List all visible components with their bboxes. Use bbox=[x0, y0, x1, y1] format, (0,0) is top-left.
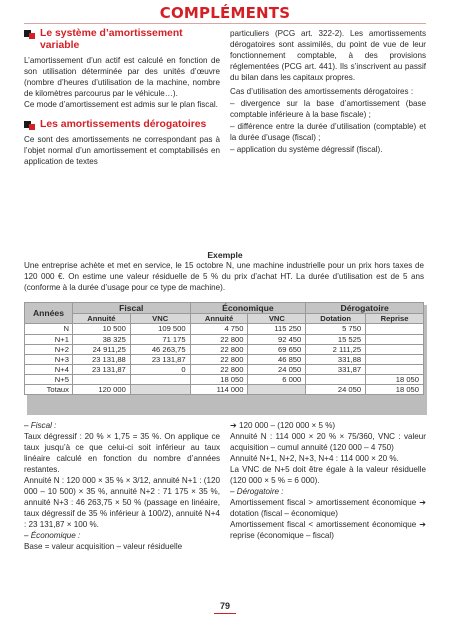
bottom-right-column bbox=[230, 420, 426, 541]
table-cell: 23 131,87 bbox=[130, 354, 190, 364]
paragraph: ➔ 120 000 – (120 000 × 5 %) bbox=[230, 421, 336, 430]
table-cell: 0 bbox=[130, 364, 190, 374]
subheading-derogatoire: – Dérogatoire : bbox=[230, 487, 284, 496]
paragraph: particuliers (PCG art. 322-2). Les amortissements dérogatoires sont assimilés, du point de vue de leur fonctionnement comptable, à des provisions réglementées (PCG art. 441). Ils s’inscrivent au passif du bilan dans les capitaux propres. bbox=[230, 29, 426, 82]
table-row bbox=[25, 334, 424, 344]
table-cell: 46 850 bbox=[248, 354, 306, 364]
paragraph: Taux dégressif : 20 % × 1,75 = 35 %. On applique ce taux jusqu’à ce que celui-ci soit inférieur au taux linéaire calculé en fonction du nombre d’années restantes. bbox=[24, 432, 220, 474]
right-column bbox=[230, 28, 426, 155]
paragraph: Ce sont des amortissements ne correspondant pas à l’objet normal d’un amortissement et comptabilisés en application de textes bbox=[24, 134, 220, 166]
table-cell: 22 800 bbox=[190, 354, 248, 364]
table-cell bbox=[366, 334, 424, 344]
paragraph: Annuité N+1, N+2, N+3, N+4 : 114 000 × 20 %. bbox=[230, 454, 399, 463]
table-cell: 46 263,75 bbox=[130, 344, 190, 354]
table-cell: 24 050 bbox=[306, 385, 366, 395]
table-cell: 22 800 bbox=[190, 334, 248, 344]
table-cell bbox=[130, 374, 190, 384]
column-header: Dotation bbox=[306, 314, 366, 324]
group-header-fiscal: Fiscal bbox=[72, 303, 190, 314]
table-cell: 23 131,88 bbox=[72, 354, 130, 364]
table-cell: 71 175 bbox=[130, 334, 190, 344]
table-row bbox=[25, 344, 424, 354]
table-cell: N+4 bbox=[25, 364, 73, 374]
table-row bbox=[25, 324, 424, 334]
table-cell: 114 000 bbox=[190, 385, 248, 395]
paragraph: Amortissement fiscal > amortissement économique ➔ dotation (fiscal – économique) bbox=[230, 498, 426, 518]
table-totals-row bbox=[25, 385, 424, 395]
table-cell: 18 050 bbox=[366, 374, 424, 384]
paragraph: Ce mode d’amortissement est admis sur le plan fiscal. bbox=[24, 99, 218, 109]
table-cell bbox=[248, 385, 306, 395]
table-cell: N bbox=[25, 324, 73, 334]
table-cell: 23 131,87 bbox=[72, 364, 130, 374]
group-header-economique: Économique bbox=[190, 303, 306, 314]
table-cell: N+5 bbox=[25, 374, 73, 384]
column-header: VNC bbox=[248, 314, 306, 324]
table-cell: 109 500 bbox=[130, 324, 190, 334]
column-header: Annuité bbox=[190, 314, 248, 324]
table-cell: 2 111,25 bbox=[306, 344, 366, 354]
paragraph: Amortissement fiscal < amortissement économique ➔ reprise (économique – fiscal) bbox=[230, 520, 426, 540]
page-number-underline bbox=[214, 613, 236, 614]
table bbox=[24, 302, 424, 395]
table-cell: 10 500 bbox=[72, 324, 130, 334]
column-header-annees: Années bbox=[25, 303, 73, 324]
section-bullet-icon bbox=[24, 29, 36, 39]
table-cell: 22 800 bbox=[190, 344, 248, 354]
table-cell: 15 525 bbox=[306, 334, 366, 344]
section-heading-derogatoires bbox=[24, 119, 220, 131]
example-text bbox=[24, 260, 424, 293]
table-cell: 38 325 bbox=[72, 334, 130, 344]
left-column bbox=[24, 28, 220, 167]
paragraph: Annuité N : 114 000 × 20 % × 75/360, VNC : valeur acquisition – cumul annuité (120 000 – 4 750) bbox=[230, 432, 426, 452]
table-cell: 24 911,25 bbox=[72, 344, 130, 354]
list-item: – application du système dégressif (fiscal). bbox=[230, 145, 383, 154]
table-group-header bbox=[25, 303, 424, 314]
subheading-economique: – Économique : bbox=[24, 531, 81, 540]
paragraph: Base = valeur acquisition – valeur résiduelle bbox=[24, 542, 183, 551]
page-number: 79 bbox=[219, 601, 230, 611]
table-cell bbox=[366, 354, 424, 364]
table-cell: 6 000 bbox=[248, 374, 306, 384]
example-title: Exemple bbox=[207, 250, 243, 260]
table-cell: 69 650 bbox=[248, 344, 306, 354]
table-cell: 24 050 bbox=[248, 364, 306, 374]
table-cell: 331,88 bbox=[306, 354, 366, 364]
table-cell: 120 000 bbox=[72, 385, 130, 395]
table-row bbox=[25, 374, 424, 384]
group-header-derogatoire: Dérogatoire bbox=[306, 303, 424, 314]
list-item: – différence entre la durée d’utilisation (comptable) et la durée d’usage (fiscal) ; bbox=[230, 122, 426, 142]
table-cell bbox=[366, 324, 424, 334]
table-cell: 92 450 bbox=[248, 334, 306, 344]
table-row bbox=[25, 364, 424, 374]
table-cell bbox=[366, 344, 424, 354]
table-cell: 4 750 bbox=[190, 324, 248, 334]
amortization-table bbox=[24, 302, 424, 414]
table-cell: 115 250 bbox=[248, 324, 306, 334]
table-column-header bbox=[25, 314, 424, 324]
table-cell: 18 050 bbox=[366, 385, 424, 395]
column-header: Reprise bbox=[366, 314, 424, 324]
table-cell: N+2 bbox=[25, 344, 73, 354]
table-cell: 331,87 bbox=[306, 364, 366, 374]
section-bullet-icon bbox=[24, 120, 36, 130]
subheading-fiscal: – Fiscal : bbox=[24, 421, 57, 430]
paragraph: Annuité N : 120 000 × 35 % × 3/12, annuité N+1 : (120 000 – 10 500) × 35 %, annuité N+2 : 71 175 × 35 %, annuité N+3 : 46 263,75 × 50 % (passage en linéaire, taux dégressif de 35 % inférieur à 100/2), annuité N+4 : 23 131,87 × 100 %. bbox=[24, 476, 220, 529]
paragraph: L’amortissement d’un actif est calculé en fonction de son utilisation déterminée par des unités d’œuvre (nombre d’heures d’utilisation de la machine, nombre de kilomètres parcourus par le véhicule…). bbox=[24, 55, 220, 98]
column-header: VNC bbox=[130, 314, 190, 324]
column-header: Annuité bbox=[72, 314, 130, 324]
paragraph: La VNC de N+5 doit être égale à la valeur résiduelle (120 000 × 5 % = 6 000). bbox=[230, 465, 426, 485]
heading-text: Les amortissements dérogatoires bbox=[40, 118, 207, 130]
paragraph: Cas d’utilisation des amortissements dérogatoires : bbox=[230, 87, 414, 96]
table-cell: Totaux bbox=[25, 385, 73, 395]
page-title: COMPLÉMENTS bbox=[159, 4, 291, 22]
list-item: – divergence sur la base d’amortissement (base comptable inférieure à la base fiscale) ; bbox=[230, 99, 426, 119]
table-cell bbox=[366, 364, 424, 374]
section-heading-variable bbox=[24, 28, 220, 52]
paragraph: Une entreprise achète et met en service, le 15 octobre N, une machine industrielle pour un prix hors taxes de 120 000 €. On estime une valeur résiduelle de 5 % du prix d’achat HT. La durée d’utilisation est de 5 ans (conforme à la durée d’usage pour ce type de machine). bbox=[24, 261, 424, 292]
table-cell: N+3 bbox=[25, 354, 73, 364]
table-cell: N+1 bbox=[25, 334, 73, 344]
table-cell bbox=[72, 374, 130, 384]
heading-text: Le système d’amortissement variable bbox=[40, 28, 183, 51]
table-cell bbox=[130, 385, 190, 395]
bottom-left-column bbox=[24, 420, 220, 552]
table-cell: 22 800 bbox=[190, 364, 248, 374]
title-divider bbox=[24, 23, 426, 24]
table-cell bbox=[306, 374, 366, 384]
table-row bbox=[25, 354, 424, 364]
table-cell: 5 750 bbox=[306, 324, 366, 334]
table-cell: 18 050 bbox=[190, 374, 248, 384]
